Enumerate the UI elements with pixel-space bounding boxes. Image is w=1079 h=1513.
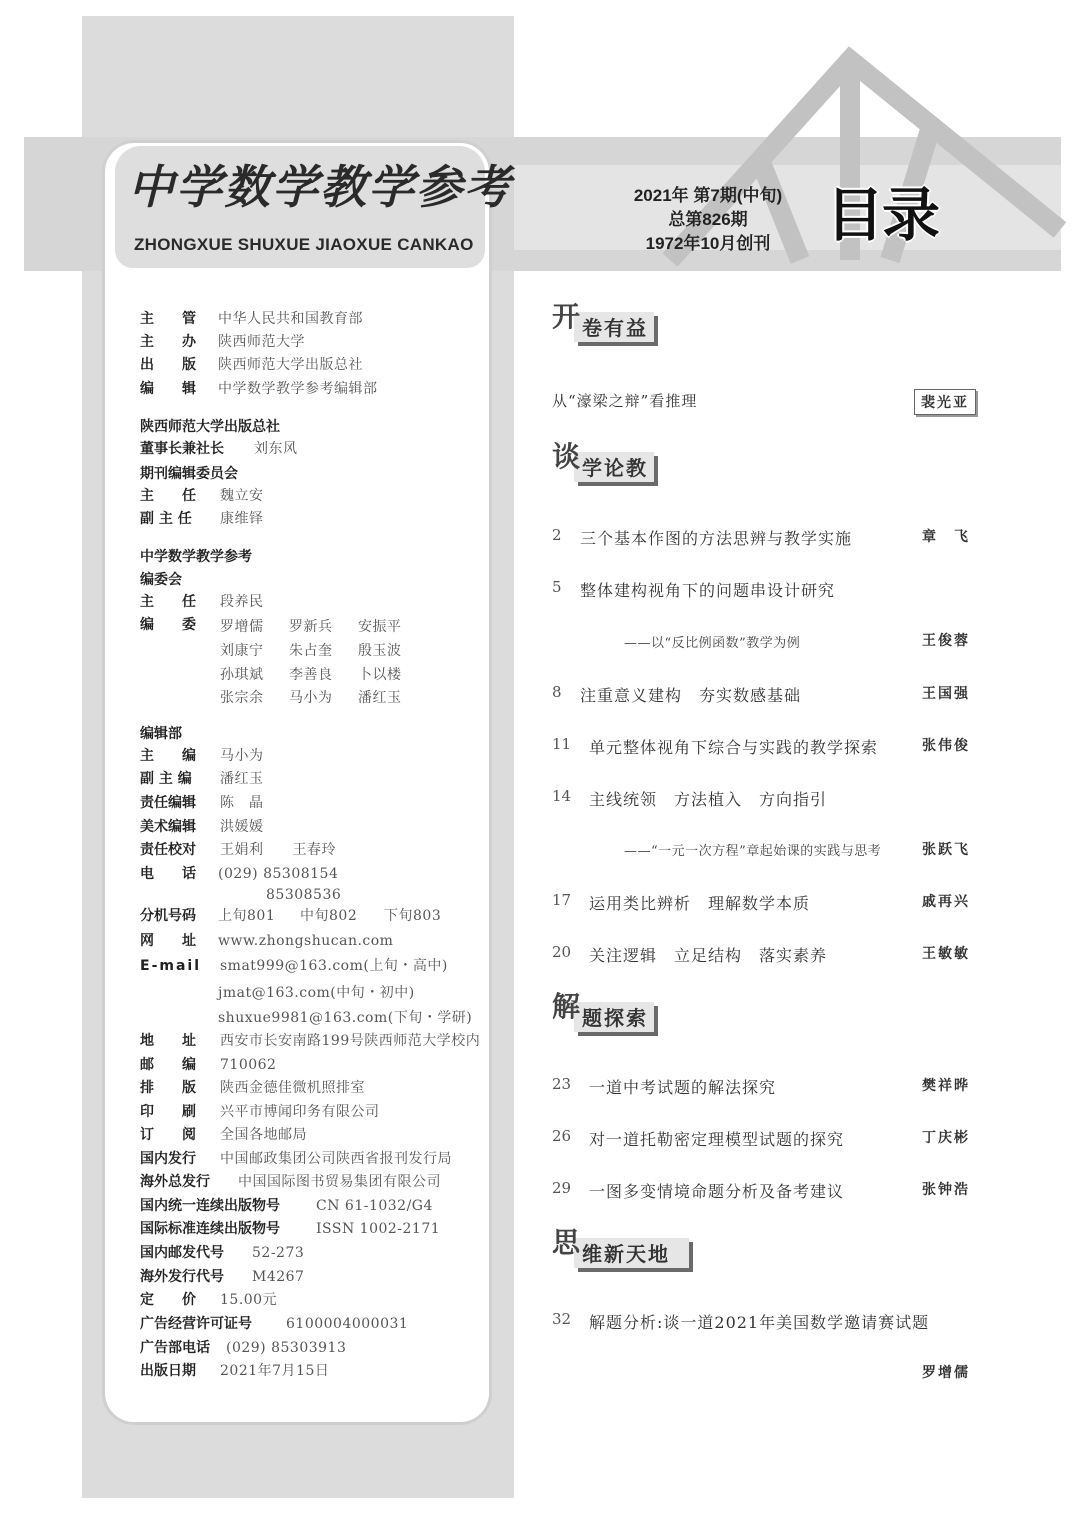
masthead-label: 主 办 (140, 334, 196, 350)
committee-heading: 期刊编辑委员会 (140, 466, 238, 482)
section-initial: 开 (552, 300, 581, 333)
toc-entry-title[interactable]: 一图多变情境命题分析及备考建议 (589, 1182, 845, 1201)
issue-line: 2021年 第7期(中旬) (633, 186, 783, 205)
masthead-label: E-mail (140, 958, 202, 974)
board-member: 朱占奎 (289, 643, 333, 659)
email-value: jmat@163.com(中旬・初中) (218, 985, 415, 1001)
toc-entry-author: 章 飞 (922, 529, 970, 545)
ext-value: 下旬803 (384, 908, 442, 924)
board-member: 卜以楼 (358, 667, 402, 683)
masthead-label: 分机号码 (140, 908, 196, 924)
toc-section-header (552, 1226, 697, 1284)
masthead-label: 编 委 (140, 617, 196, 633)
masthead-label: 主 任 (140, 488, 196, 504)
masthead-label: 副 主 任 (140, 511, 192, 527)
board-member: 马小为 (289, 690, 333, 706)
masthead-value: CN 61-1032/G4 (316, 1198, 433, 1214)
masthead-label: 董事长兼社长 (140, 441, 224, 457)
masthead-value: 魏立安 (220, 488, 264, 504)
board-member: 罗增儒 (220, 619, 264, 635)
issue-info (600, 184, 816, 256)
masthead-value: ISSN 1002-2171 (316, 1221, 441, 1237)
masthead-value: 710062 (220, 1057, 277, 1073)
masthead-label: 主 管 (140, 311, 196, 327)
board-member: 孙琪斌 (220, 667, 264, 683)
masthead-label: 广告部电话 (140, 1340, 210, 1356)
masthead-label: 国际标准连续出版物号 (140, 1221, 280, 1237)
toc-entry-author: 张跃飞 (922, 842, 970, 858)
masthead-label: 国内发行 (140, 1151, 196, 1167)
toc-page-number: 29 (552, 1179, 572, 1197)
section-initial: 思 (552, 1226, 581, 1259)
masthead-label: 美术编辑 (140, 819, 196, 835)
masthead-label: 副 主 编 (140, 771, 192, 787)
masthead-label: 广告经营许可证号 (140, 1316, 252, 1332)
masthead-label: 出版日期 (140, 1363, 196, 1379)
board-heading: 中学数学教学参考 (140, 549, 252, 565)
website-value: www.zhongshucan.com (218, 933, 394, 949)
toc-entry-title[interactable]: 三个基本作图的方法思辨与教学实施 (580, 529, 853, 548)
toc-entry-author: 戚再兴 (922, 894, 970, 910)
ext-value: 上旬801 (218, 908, 276, 924)
masthead-label: 国内统一连续出版物号 (140, 1198, 280, 1214)
issue-line: 1972年10月创刊 (645, 234, 771, 253)
toc-entry-author: 丁庆彬 (922, 1130, 970, 1146)
masthead-value: 中华人民共和国教育部 (218, 311, 363, 327)
masthead-label: 责任编辑 (140, 795, 196, 811)
masthead-value: 洪媛媛 (220, 819, 264, 835)
masthead-label: 海外总发行 (140, 1174, 210, 1190)
masthead-label: 责任校对 (140, 842, 196, 858)
journal-logo-cn: 中学数学教学参考 (128, 160, 512, 214)
toc-page-number: 5 (552, 578, 562, 596)
masthead-value: 中国国际图书贸易集团有限公司 (238, 1174, 441, 1190)
section-title: 题探索 (582, 1006, 648, 1030)
masthead-value: 段养民 (220, 594, 264, 610)
toc-page-number: 11 (552, 735, 572, 753)
masthead-value: 兴平市博闻印务有限公司 (220, 1104, 380, 1120)
office-heading: 编辑部 (140, 726, 182, 742)
publisher-heading: 陕西师范大学出版总社 (140, 419, 280, 435)
masthead-value: 陕西师范大学出版总社 (218, 357, 363, 373)
masthead-label: 主 任 (140, 594, 196, 610)
toc-entry-title[interactable]: 关注逻辑 立足结构 落实素养 (589, 946, 828, 965)
issue-line: 总第826期 (668, 210, 748, 229)
masthead-label: 订 阅 (140, 1127, 196, 1143)
masthead-value: 6100004000031 (286, 1316, 409, 1332)
toc-entry-author: 裴光亚 (914, 389, 976, 415)
masthead-label: 电 话 (140, 866, 196, 882)
ext-value: 中旬802 (300, 908, 358, 924)
toc-section-header (552, 300, 662, 358)
email-value: smat999@163.com(上旬・高中) (220, 958, 448, 974)
masthead-value: 陕西师范大学 (218, 334, 305, 350)
toc-entry-title[interactable]: 解题分析:谈一道2021年美国数学邀请赛试题 (589, 1313, 930, 1332)
masthead-value: 陕西金德佳微机照排室 (220, 1080, 365, 1096)
toc-entry-author: 王国强 (922, 686, 970, 702)
toc-page-number: 14 (552, 787, 572, 805)
toc-heading: 目录 (826, 181, 939, 249)
masthead-value: 15.00元 (220, 1292, 278, 1308)
section-title: 维新天地 (582, 1242, 670, 1266)
toc-page-number: 2 (552, 526, 562, 544)
masthead-value: M4267 (252, 1269, 305, 1285)
toc-entry-author: 张钟浩 (922, 1182, 970, 1198)
masthead-label: 主 编 (140, 748, 196, 764)
masthead-label: 印 刷 (140, 1104, 196, 1120)
masthead-label: 定 价 (140, 1292, 196, 1308)
section-title: 卷有益 (582, 316, 648, 340)
toc-entry-title[interactable]: 从“濠梁之辩”看推理 (552, 392, 698, 410)
masthead-label: 地 址 (140, 1033, 196, 1049)
masthead-value: 潘红玉 (220, 771, 264, 787)
toc-entry-title[interactable]: 一道中考试题的解法探究 (589, 1078, 777, 1097)
masthead-value: 康维铎 (220, 511, 264, 527)
board-member: 潘红玉 (358, 690, 402, 706)
toc-section-header (552, 990, 662, 1048)
masthead-label: 编 辑 (140, 381, 196, 397)
masthead-label: 邮 编 (140, 1057, 196, 1073)
toc-entry-title[interactable]: 整体建构视角下的问题串设计研究 (580, 581, 836, 600)
toc-entry-title[interactable]: 注重意义建构 夯实数感基础 (580, 686, 802, 705)
toc-entry-subtitle: ——“一元一次方程”章起始课的实践与思考 (624, 844, 882, 859)
toc-entry-title[interactable]: 主线统领 方法植入 方向指引 (589, 790, 828, 809)
masthead-label: 排 版 (140, 1080, 196, 1096)
masthead-label: 国内邮发代号 (140, 1245, 224, 1261)
toc-entry-author: 王敏敏 (922, 946, 970, 962)
masthead-value: 刘东风 (254, 441, 298, 457)
masthead-value: (029) 85308154 (218, 866, 339, 882)
masthead-value: 2021年7月15日 (220, 1363, 330, 1379)
email-value: shuxue9981@163.com(下旬・学研) (218, 1010, 473, 1026)
masthead-label: 出 版 (140, 357, 196, 373)
toc-page-number: 23 (552, 1075, 572, 1093)
board-member: 安振平 (358, 619, 402, 635)
toc-page-number: 32 (552, 1310, 572, 1328)
masthead-value: 中学数学教学参考编辑部 (218, 381, 378, 397)
board-member: 刘康宁 (220, 643, 264, 659)
toc-entry-author: 罗增儒 (922, 1365, 970, 1381)
masthead-value: 陈 晶 (220, 795, 264, 811)
toc-page-number: 8 (552, 683, 562, 701)
phone-secondary: 85308536 (266, 887, 342, 903)
section-initial: 谈 (552, 440, 581, 473)
masthead-value: 王娟利 王春玲 (220, 842, 336, 858)
toc-section-header (552, 440, 662, 498)
toc-page-number: 20 (552, 943, 572, 961)
masthead-label: 海外发行代号 (140, 1269, 224, 1285)
masthead-label: 网 址 (140, 933, 196, 949)
masthead-value: 全国各地邮局 (220, 1127, 307, 1143)
toc-entry-title[interactable]: 对一道托勒密定理模型试题的探究 (589, 1130, 845, 1149)
toc-entry-title[interactable]: 单元整体视角下综合与实践的教学探索 (589, 738, 879, 757)
toc-entry-title[interactable]: 运用类比辨析 理解数学本质 (589, 894, 811, 913)
board-member: 李善良 (289, 667, 333, 683)
masthead-value: 西安市长安南路199号陕西师范大学校内 (220, 1033, 481, 1049)
masthead-value: 中国邮政集团公司陕西省报刊发行局 (220, 1151, 452, 1167)
toc-entry-subtitle: ——以“反比例函数”教学为例 (624, 636, 801, 651)
toc-entry-author: 樊祥晔 (922, 1078, 970, 1094)
board-subheading: 编委会 (140, 572, 182, 588)
journal-logo-en: ZHONGXUE SHUXUE JIAOXUE CANKAO (134, 235, 474, 254)
toc-entry-author: 张伟俊 (922, 738, 970, 754)
board-member: 罗新兵 (289, 619, 333, 635)
section-initial: 解 (552, 990, 581, 1023)
board-member: 张宗余 (220, 690, 264, 706)
masthead-value: (029) 85303913 (226, 1340, 347, 1356)
masthead-value: 马小为 (220, 748, 264, 764)
toc-page-number: 17 (552, 891, 572, 909)
toc-entry-author: 王俊蓉 (922, 633, 970, 649)
board-member: 殷玉波 (358, 643, 402, 659)
masthead-value: 52-273 (252, 1245, 305, 1261)
section-title: 学论教 (582, 456, 648, 480)
toc-page-number: 26 (552, 1127, 572, 1145)
